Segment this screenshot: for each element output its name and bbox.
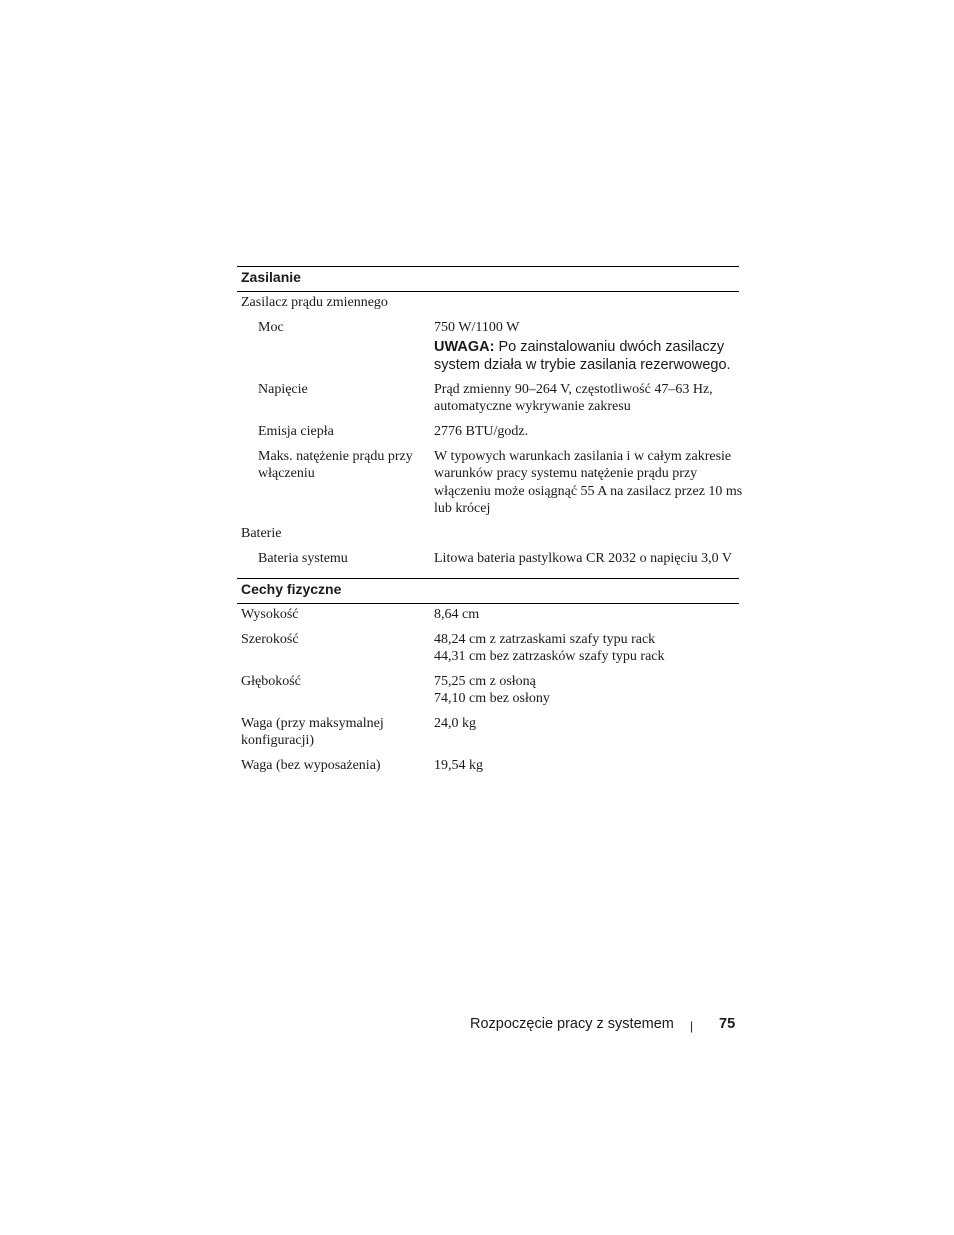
value-inrush-line1: W typowych warunkach zasilania i w całym zakresie: [434, 449, 732, 464]
value-weight-max: 24,0 kg: [434, 716, 476, 731]
section-top-rule-physical: [237, 578, 739, 579]
value-depth-line2: 74,10 cm bez osłony: [434, 691, 550, 706]
value-voltage-line2: automatyczne wykrywanie zakresu: [434, 399, 631, 414]
label-height: Wysokość: [241, 607, 299, 622]
value-weight-empty: 19,54 kg: [434, 758, 483, 773]
footer-title: Rozpoczęcie pracy z systemem: [470, 1016, 674, 1032]
label-voltage: Napięcie: [258, 382, 308, 397]
row-batteries: Baterie: [241, 526, 282, 541]
label-width: Szerokość: [241, 632, 299, 647]
table-top-rule: [237, 266, 739, 267]
label-weight-empty: Waga (bez wyposażenia): [241, 758, 381, 773]
label-heat: Emisja ciepła: [258, 424, 334, 439]
label-depth: Głębokość: [241, 674, 301, 689]
note-line2: system działa w trybie zasilania rezerwowego.: [434, 357, 731, 373]
value-inrush-line2: warunków pracy systemu natężenie prądu przy: [434, 466, 698, 481]
row-ac-psu: Zasilacz prądu zmiennego: [241, 295, 388, 310]
value-battery: Litowa bateria pastylkowa CR 2032 o napięciu 3,0 V: [434, 551, 732, 566]
value-width-line1: 48,24 cm z zatrzaskami szafy typu rack: [434, 632, 656, 647]
section-heading-power: Zasilanie: [241, 269, 301, 285]
label-weight-max-line2: konfiguracji): [241, 733, 315, 748]
value-depth-line1: 75,25 cm z osłoną: [434, 674, 536, 689]
label-weight-max-line1: Waga (przy maksymalnej: [241, 716, 384, 731]
note-label: UWAGA:: [434, 339, 495, 355]
value-heat: 2776 BTU/godz.: [434, 424, 529, 439]
label-inrush-line2: włączeniu: [258, 466, 315, 481]
section-rule-physical: [237, 603, 739, 604]
label-battery: Bateria systemu: [258, 551, 348, 566]
footer-separator: |: [690, 1019, 694, 1033]
value-wattage: 750 W/1100 W: [434, 320, 520, 335]
section-rule-power: [237, 291, 739, 292]
page-number: 75: [719, 1016, 736, 1032]
value-height: 8,64 cm: [434, 607, 480, 622]
value-inrush-line3: włączeniu może osiągnąć 55 A na zasilacz przez 10 ms: [434, 484, 743, 499]
label-inrush-line1: Maks. natężenie prądu przy: [258, 449, 413, 464]
value-width-line2: 44,31 cm bez zatrzasków szafy typu rack: [434, 649, 665, 664]
value-voltage-line1: Prąd zmienny 90–264 V, częstotliwość 47–63 Hz,: [434, 382, 713, 397]
value-inrush-line4: lub krócej: [434, 501, 491, 516]
label-wattage: Moc: [258, 320, 284, 335]
note-redundant-psu: [434, 338, 731, 374]
note-line1: Po zainstalowaniu dwóch zasilaczy: [498, 339, 725, 355]
section-heading-physical: Cechy fizyczne: [241, 581, 342, 597]
